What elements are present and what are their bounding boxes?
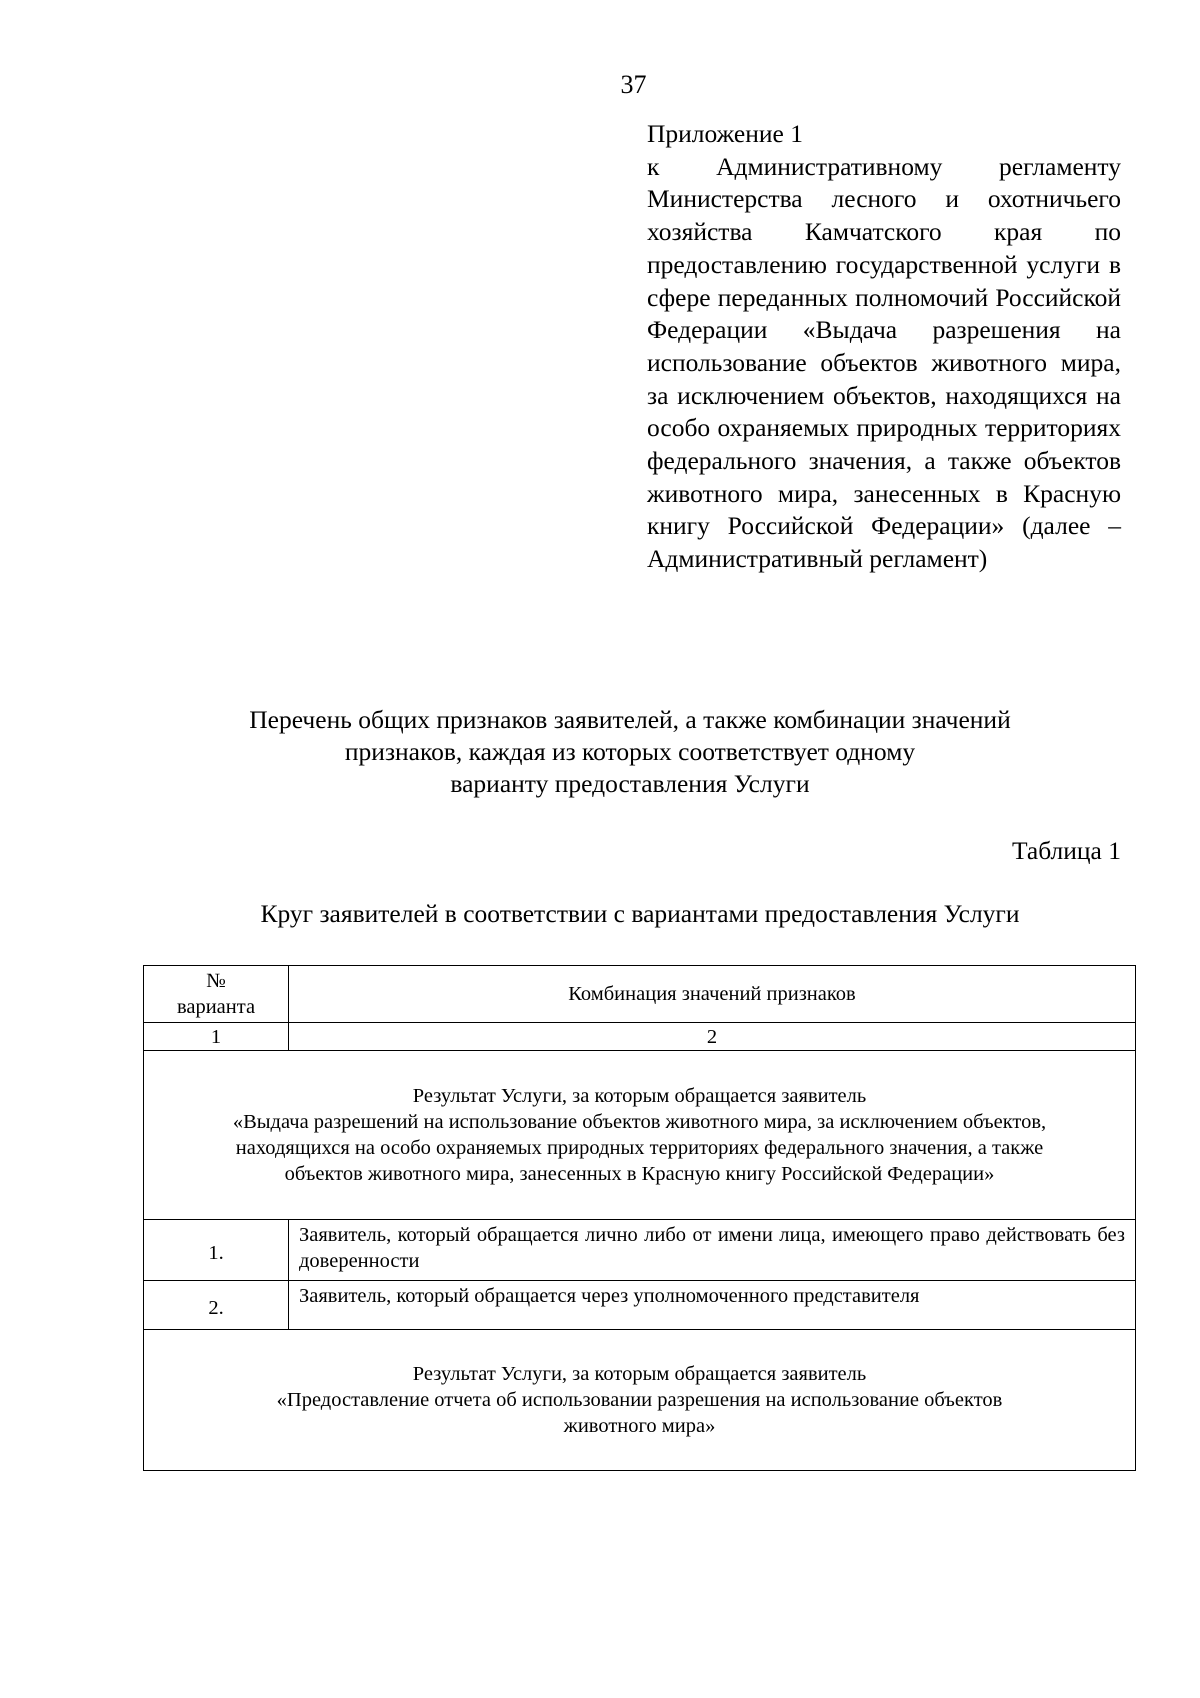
result-line: объектов животного мира, занесенных в Красную книгу Российской Федерации» [284,1163,995,1185]
header-variant-number-line: варианта [176,996,256,1018]
appendix-block [647,118,1121,576]
page-number: 37 [620,70,647,99]
table-row [144,1220,1136,1281]
appendix-body: к Административному регламенту Министерства лесного и охотничьего хозяйства Камчатского края по предоставлению государственной услуги в сфере переданных полномочий Российской Федерации «Выдача разрешения на использование объектов животного мира, за исключением объектов, находящихся на особо охраняемых природных территориях федерального значения, а также объектов животного мира, занесенных в Красную книгу Российской Федерации» (далее – Административный регламент) [647,151,1121,574]
appendix-title: Приложение 1 [647,119,803,148]
index-cell: 2 [289,1023,1136,1051]
row-number: 2. [144,1281,289,1330]
row-text: Заявитель, который обращается лично либо от имени лица, имеющего право действовать без доверенности [289,1220,1136,1281]
result-line: Результат Услуги, за которым обращается заявитель [412,1363,867,1385]
result-line: «Выдача разрешений на использование объектов животного мира, за исключением объектов, [232,1111,1047,1133]
header-variant-number-line: № [206,970,226,992]
result-cell [144,1051,1136,1220]
result-cell [144,1330,1136,1471]
header-combination: Комбинация значений признаков [289,966,1136,1023]
table-label: Таблица 1 [1011,836,1121,865]
header-variant-number [144,966,289,1023]
result-line: Результат Услуги, за которым обращается заявитель [412,1085,867,1107]
table-index-row [144,1023,1136,1051]
result-line: животного мира» [563,1415,716,1437]
result-row [144,1330,1136,1471]
index-cell: 1 [144,1023,289,1051]
document-title [130,704,1130,800]
table-caption: Круг заявителей в соответствии с вариантами предоставления Услуги [260,899,1020,928]
document-title-line: Перечень общих признаков заявителей, а также комбинации значений [249,705,1011,734]
row-text: Заявитель, который обращается через уполномоченного представителя [289,1281,1136,1330]
result-line: «Предоставление отчета об использовании разрешения на использование объектов [276,1389,1003,1411]
table-row [144,1281,1136,1330]
document-title-line: варианту предоставления Услуги [450,769,810,798]
result-line: находящихся на особо охраняемых природных территориях федерального значения, а также [235,1137,1044,1159]
result-row [144,1051,1136,1220]
document-title-line: признаков, каждая из которых соответствует одному [344,737,916,766]
variants-table [143,965,1136,1471]
table-header-row [144,966,1136,1023]
row-number: 1. [144,1220,289,1281]
